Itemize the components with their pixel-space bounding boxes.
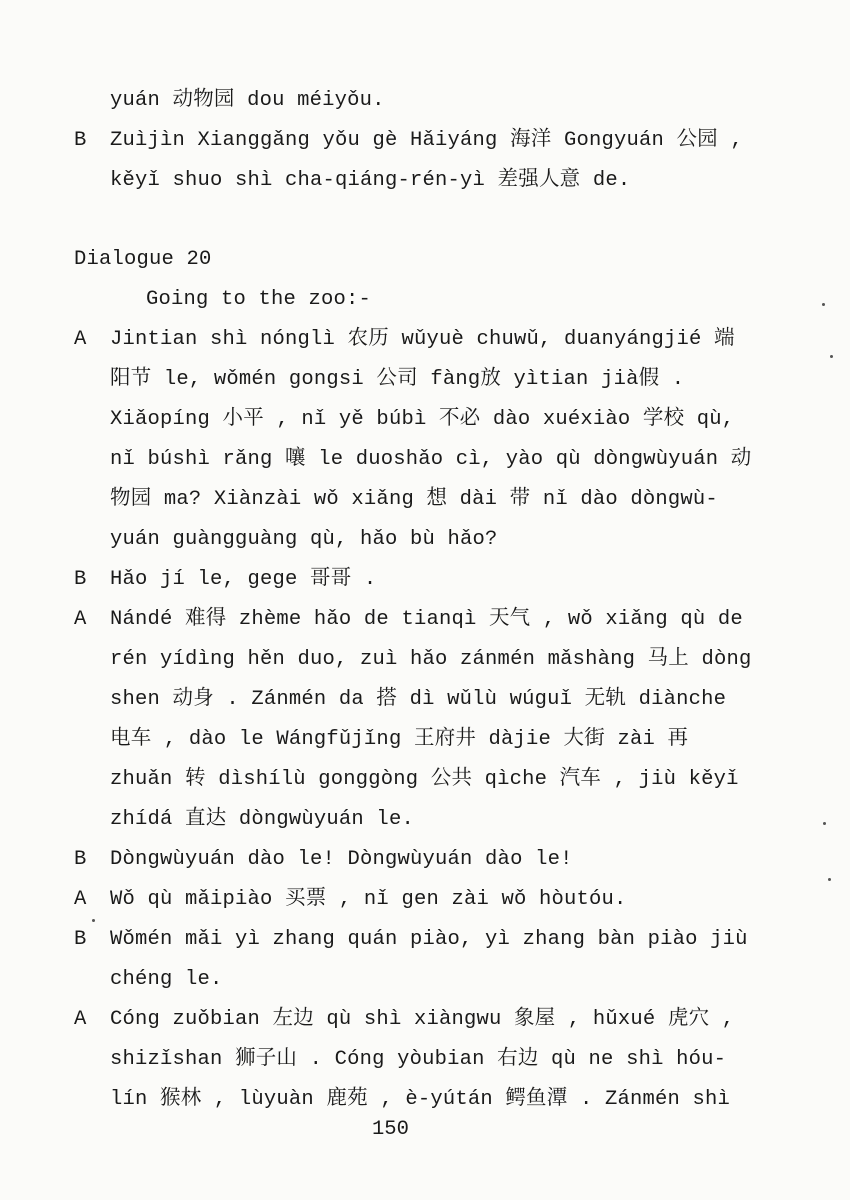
text-line: 电车 , dào le Wángfǔjǐng 王府井 dàjie 大街 zài 再: [110, 728, 689, 751]
text-line: 阳节 le, wǒmén gongsi 公司 fàng放 yìtian jià假 .: [110, 368, 685, 391]
text-line: yuán guàngguàng qù, hǎo bù hǎo?: [110, 528, 498, 551]
text-line: shizǐshan 狮子山 . Cóng yòubian 右边 qù ne shì hóu-: [110, 1048, 727, 1071]
dialogue-heading: Dialogue 20: [74, 248, 212, 271]
margin-mark: [92, 919, 95, 922]
text-line: Xiǎopíng 小平 , nǐ yě búbì 不必 dào xuéxiào 学校 qù,: [110, 408, 735, 431]
text-line: Zuìjìn Xianggǎng yǒu gè Hǎiyáng 海洋 Gongyuán 公园 ,: [110, 129, 743, 152]
speaker-label: B: [74, 129, 87, 152]
text-line: Hǎo jí le, gege 哥哥 .: [110, 568, 377, 591]
speaker-label: A: [74, 888, 87, 911]
margin-mark: [828, 878, 831, 881]
text-line: Wǒmén mǎi yì zhang quán piào, yì zhang bàn piào jiù: [110, 928, 748, 951]
margin-mark: [822, 303, 825, 306]
speaker-label: B: [74, 928, 87, 951]
speaker-label: B: [74, 848, 87, 871]
page-number: 150: [372, 1118, 409, 1141]
text-line: rén yídìng hěn duo, zuì hǎo zánmén mǎshàng 马上 dòng: [110, 648, 752, 671]
text-line: shen 动身 . Zánmén da 搭 dì wǔlù wúguǐ 无轨 diànche: [110, 688, 727, 711]
speaker-label: A: [74, 608, 87, 631]
margin-mark: [830, 355, 833, 358]
text-line: zhuǎn 转 dìshílù gonggòng 公共 qìche 汽车 , jiù kěyǐ: [110, 768, 739, 791]
text-line: chéng le.: [110, 968, 223, 991]
text-line: Nándé 难得 zhème hǎo de tianqì 天气 , wǒ xiǎng qù de: [110, 608, 743, 631]
text-line: Jintian shì nónglì 农历 wǔyuè chuwǔ, duanyángjié 端: [110, 328, 735, 351]
text-line: zhídá 直达 dòngwùyuán le.: [110, 808, 414, 831]
speaker-label: B: [74, 568, 87, 591]
text-line: yuán 动物园 dou méiyǒu.: [110, 89, 385, 112]
text-line: Cóng zuǒbian 左边 qù shì xiàngwu 象屋 , hǔxué 虎穴 ,: [110, 1008, 735, 1031]
text-line: lín 猴林 , lùyuàn 鹿苑 , è-yútán 鳄鱼潭 . Zánmén shì: [110, 1088, 730, 1111]
speaker-label: A: [74, 328, 87, 351]
text-line: 物园 ma? Xiànzài wǒ xiǎng 想 dài 带 nǐ dào dòngwù-: [110, 488, 718, 511]
margin-mark: [823, 822, 826, 825]
text-line: Dòngwùyuán dào le! Dòngwùyuán dào le!: [110, 848, 573, 871]
speaker-label: A: [74, 1008, 87, 1031]
dialogue-subtitle: Going to the zoo:-: [146, 288, 372, 311]
text-line: Wǒ qù mǎipiào 买票 , nǐ gen zài wǒ hòutóu.: [110, 888, 627, 911]
text-line: nǐ búshì rǎng 嚷 le duoshǎo cì, yào qù dòngwùyuán 动: [110, 448, 752, 471]
text-line: kěyǐ shuo shì cha-qiáng-rén-yì 差强人意 de.: [110, 169, 631, 192]
